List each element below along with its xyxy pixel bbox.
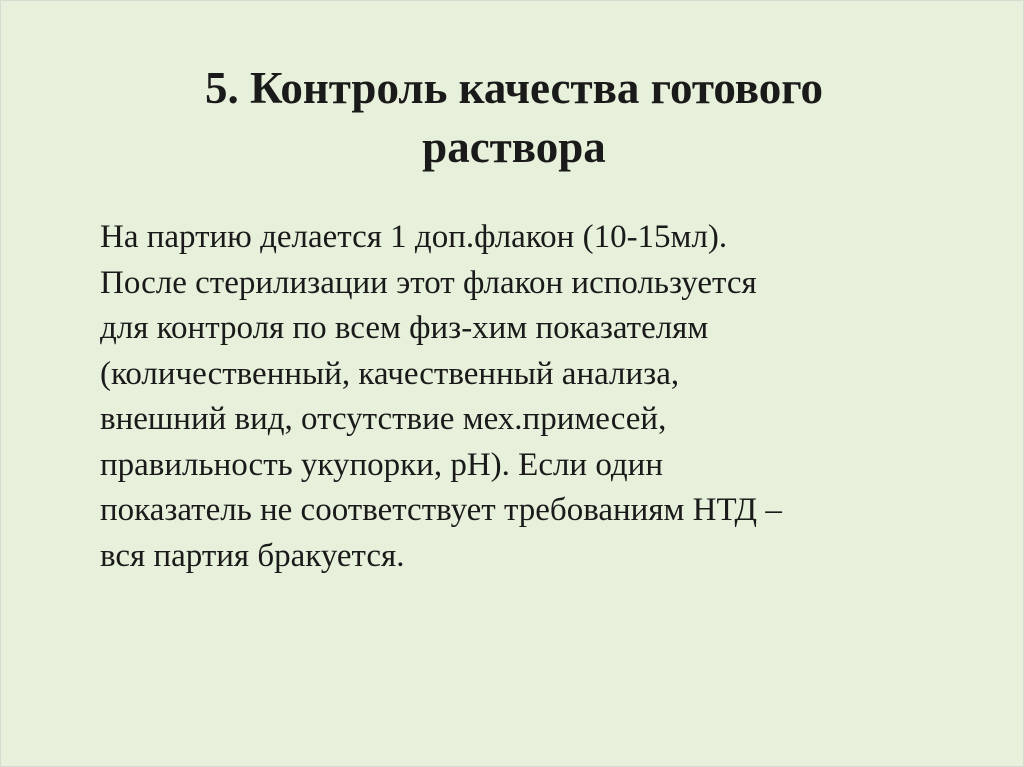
body-line-2: После стерилизации этот флакон используется [100, 264, 757, 301]
slide-title [121, 59, 907, 177]
body-line-5: внешний вид, отсутствие мех.примесей, [100, 401, 667, 437]
body-line-3: для контроля по всем физ-хим показателям [100, 310, 709, 346]
body-line-6: правильность укупорки, рН). Если один [100, 446, 663, 483]
slide-title-line-1: 5. Контроль качества готового [204, 63, 824, 113]
slide-title-line-2: раствора [422, 122, 606, 172]
body-line-1: На партию делается 1 доп.флакон (10-15мл). [100, 219, 728, 255]
slide-body-text [100, 215, 920, 579]
body-line-7: показатель не соответствует требованиям НТД – [100, 492, 782, 528]
body-line-8: вся партия бракуется. [100, 537, 405, 574]
body-line-4: (количественный, качественный анализа, [100, 355, 680, 392]
